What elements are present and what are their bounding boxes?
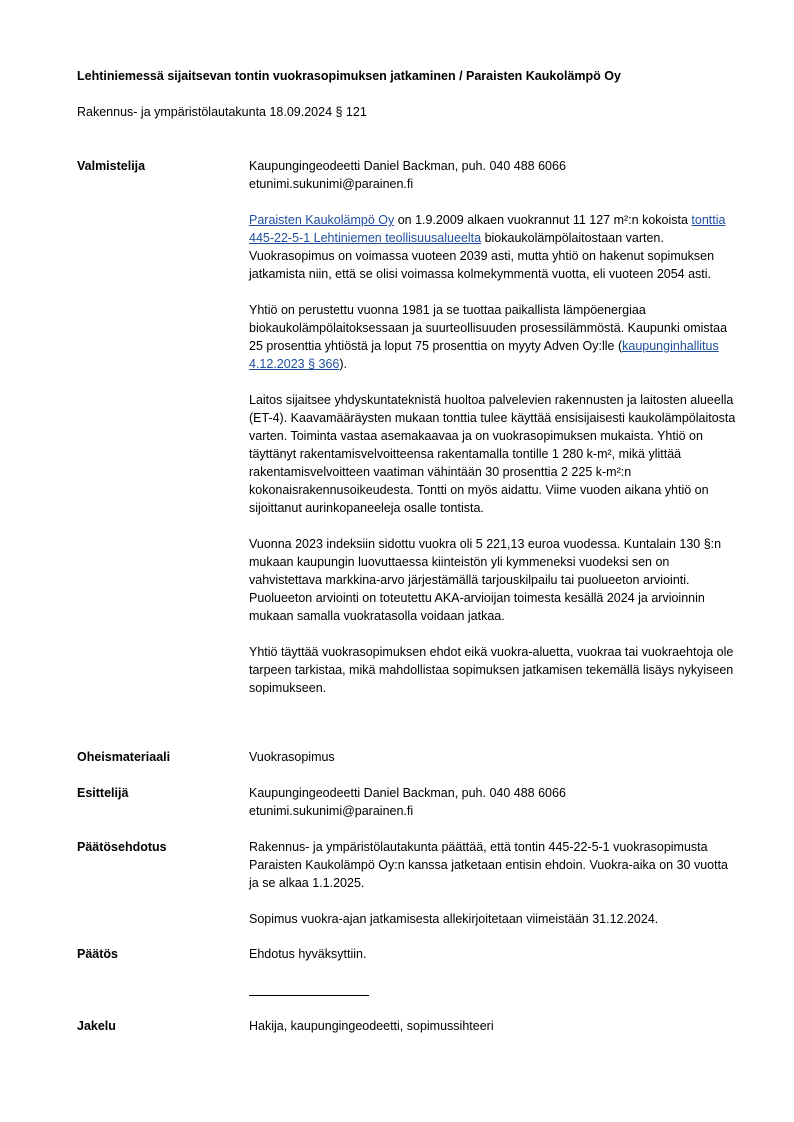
paragraph-site-zoning: Laitos sijaitsee yhdyskuntateknistä huoltoa palvelevien rakennusten ja laitosten alueella (ET-4). Kaavamääräysten mukaan tonttia tulee käyttää ensisijaisesti kaukolämpölaitosta varten. Toiminta vastaa asemakaavaa ja on vuokrasopimuksen mukaista. Yhtiö on täyttänyt rakentamisvelvoitteensa rakentamalla tontille 1 280 k-m², mikä ylittää rakentamisvelvoitteen vaatiman vähintään 30 prosenttia 2 225 k-m²:n kokonaisrakennusoikeudesta. Tontti on myös aidattu. Viime vuoden aikana yhtiö on sijoittanut aurinkopaneeleja osalle tontista.	[249, 393, 736, 515]
valmistelija-label: Valmistelija	[77, 159, 146, 173]
paatosehdotus-label: Päätösehdotus	[77, 840, 167, 854]
proposal-paragraph: Rakennus- ja ympäristölautakunta päättää, että tontin 445-22-5-1 vuokrasopimusta Paraisten Kaukolämpö Oy:n kanssa jatketaan entisin ehdoin. Vuokra-aika on 30 vuotta ja se alkaa 1.1.2025.	[249, 840, 728, 890]
paragraph-text: on 1.9.2009 alkaen vuokrannut 11 127 m²:n kokoista	[394, 213, 692, 227]
esittelija-content	[249, 784, 739, 820]
paragraph-text: Yhtiö on perustettu vuonna 1981 ja se tuottaa paikallista lämpöenergiaa biokaukolämpölaitoksessaan ja suurteollisuuden prosessilämmöstä. Kaupunki omistaa 25 prosenttia yhtiöstä ja loput 75 prosenttia on myyty Adven Oy:lle (	[249, 303, 728, 353]
company-link[interactable]: Paraisten Kaukolämpö Oy	[249, 213, 395, 227]
paragraph-company-background	[249, 301, 739, 373]
oheismateriaali-value: Vuokrasopimus	[249, 750, 335, 764]
oheismateriaali-label: Oheismateriaali	[77, 750, 171, 764]
paatos-value: Ehdotus hyväksyttiin.	[249, 947, 367, 961]
paatos-label: Päätös	[77, 947, 118, 961]
signing-deadline-paragraph: Sopimus vuokra-ajan jatkamisesta allekirjoitetaan viimeistään 31.12.2024.	[249, 912, 659, 926]
jakelu-value: Hakija, kaupungingeodeetti, sopimussihteeri	[249, 1019, 494, 1033]
paragraph-text: biokaukolämpölaitostaan varten. Vuokrasopimus on voimassa vuoteen 2039 asti, mutta yhtiö on hakenut sopimuksen jatkamista niin, että se olisi voimassa kolmekymmentä vuotta, eli vuoteen 2054 asti.	[249, 231, 715, 281]
valmistelija-email: etunimi.sukunimi@parainen.fi	[249, 177, 414, 191]
document-title: Lehtiniemessä sijaitsevan tontin vuokrasopimuksen jatkaminen / Paraisten Kaukolämpö Oy	[77, 69, 621, 83]
meeting-reference: Rakennus- ja ympäristölautakunta 18.09.2024 § 121	[77, 105, 367, 119]
esittelija-label: Esittelijä	[77, 786, 129, 800]
signature-divider-line	[249, 995, 369, 996]
paatosehdotus-content	[249, 838, 739, 928]
paragraph-conclusion: Yhtiö täyttää vuokrasopimuksen ehdot eikä vuokra-aluetta, vuokraa tai vuokraehtoja ole tarpeen tarkistaa, mikä mahdollistaa sopimuksen jatkamisen tekemällä lisäys nykyiseen sopimukseen.	[249, 645, 734, 695]
valmistelija-name: Kaupungingeodeetti Daniel Backman, puh. 040 488 6066	[249, 159, 566, 173]
jakelu-label: Jakelu	[77, 1019, 116, 1033]
valmistelija-contact	[249, 157, 739, 193]
esittelija-email: etunimi.sukunimi@parainen.fi	[249, 804, 414, 818]
esittelija-name: Kaupungingeodeetti Daniel Backman, puh. 040 488 6066	[249, 786, 566, 800]
paragraph-lease-intro	[249, 211, 739, 283]
plot-link[interactable]: tonttia 445-22-5-1 Lehtiniemen teollisuusalueelta	[249, 213, 726, 245]
paragraph-rent-valuation: Vuonna 2023 indeksiin sidottu vuokra oli 5 221,13 euroa vuodessa. Kuntalain 130 §:n mukaan kaupungin luovuttaessa kiinteistön yli kymmeneksi vuodeksi sen on vahvistettava markkina-arvo järjestämällä tarjouskilpailu tai puolueeton arviointi. Puolueeton arviointi on toteutettu AKA-arvioijan toimesta kesällä 2024 ja arvioinnin mukaan samalla vuokratasolla voidaan jatkaa.	[249, 537, 722, 623]
paragraph-text: ).	[339, 357, 348, 371]
valmistelija-content	[249, 157, 739, 697]
city-board-decision-link[interactable]: kaupunginhallitus 4.12.2023 § 366	[249, 339, 719, 371]
